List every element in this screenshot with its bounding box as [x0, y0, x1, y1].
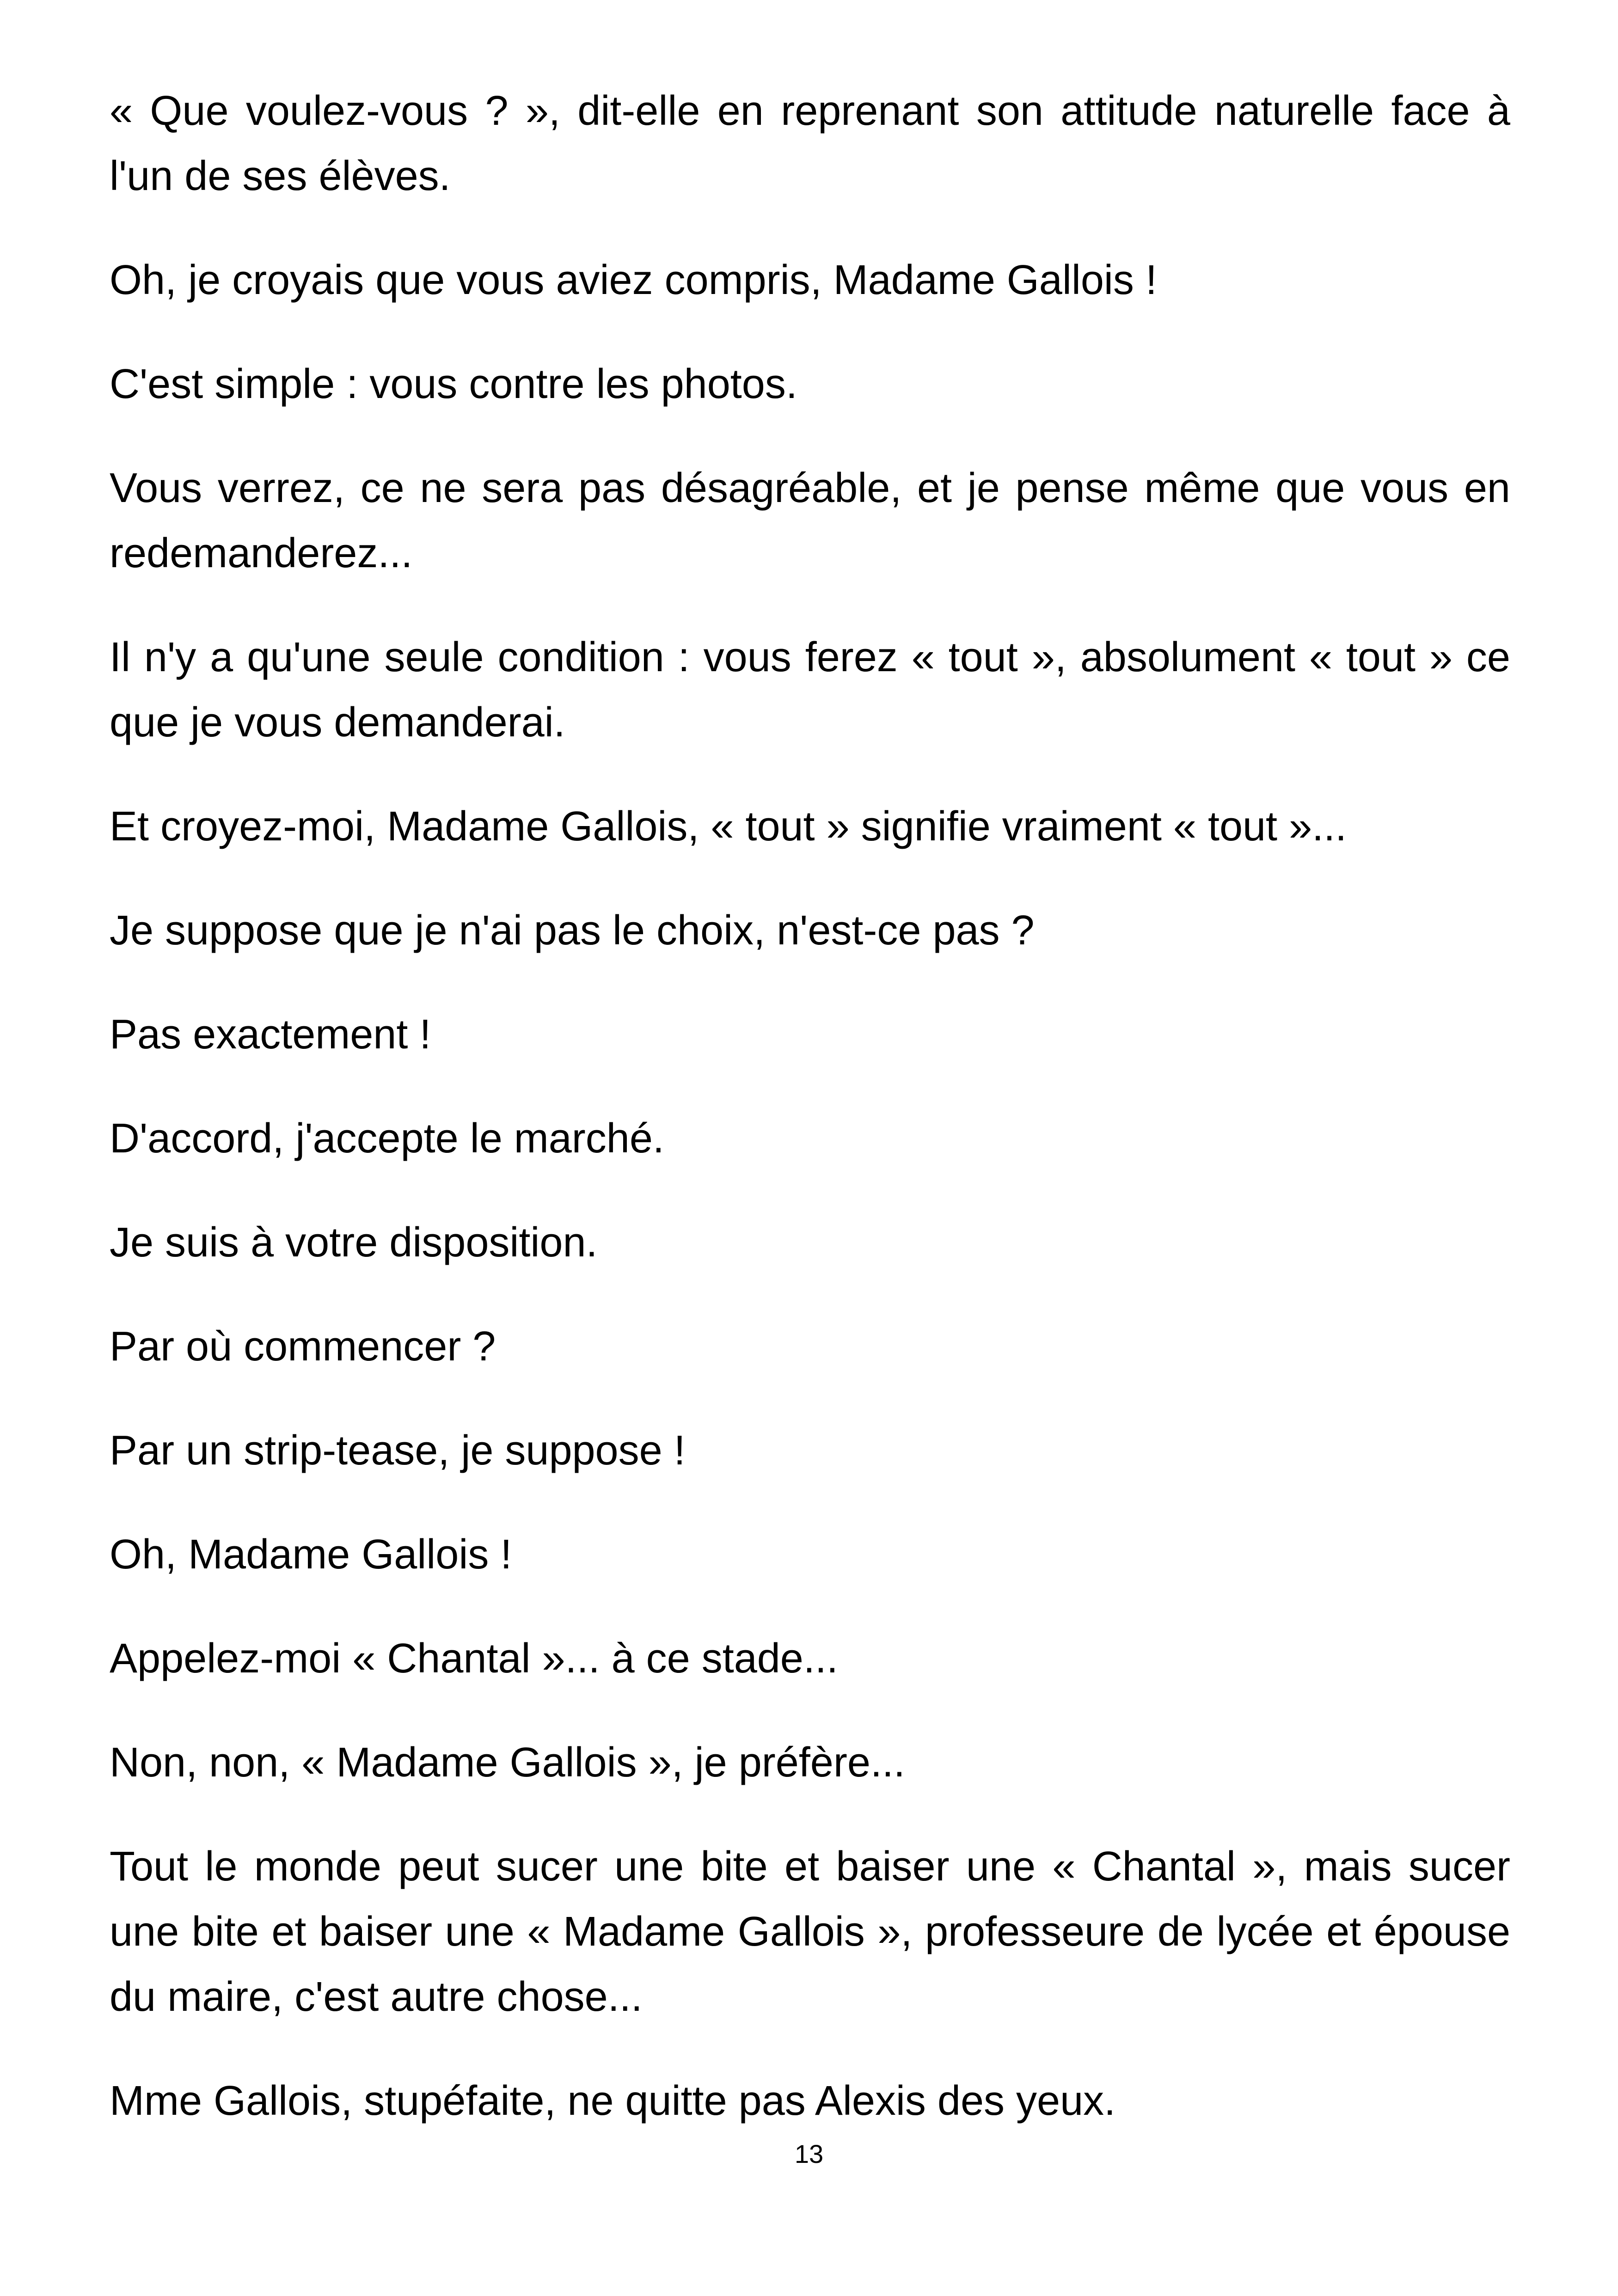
paragraph-10: Je suis à votre disposition.	[110, 1219, 598, 1266]
paragraph-4: Vous verrez, ce ne sera pas désagréable, et je pense même que vous en redemanderez...	[110, 465, 1510, 576]
paragraph-6: Et croyez-moi, Madame Gallois, « tout » signifie vraiment « tout »...	[110, 803, 1347, 850]
paragraph-5: Il n'y a qu'une seule condition : vous ferez « tout », absolument « tout » ce que je vous demanderai.	[110, 634, 1510, 746]
paragraph-3: C'est simple : vous contre les photos.	[110, 361, 797, 407]
paragraph-13: Oh, Madame Gallois !	[110, 1531, 512, 1578]
paragraph-15: Non, non, « Madame Gallois », je préfère...	[110, 1739, 905, 1786]
page-number: 13	[794, 2139, 824, 2168]
paragraph-1: « Que voulez-vous ? », dit-elle en reprenant son attitude naturelle face à l'un de ses élèves.	[110, 88, 1510, 199]
paragraph-17: Mme Gallois, stupéfaite, ne quitte pas Alexis des yeux.	[110, 2078, 1116, 2124]
paragraph-2: Oh, je croyais que vous aviez compris, Madame Gallois !	[110, 257, 1157, 303]
paragraph-12: Par un strip-tease, je suppose !	[110, 1427, 686, 1474]
paragraph-9: D'accord, j'accepte le marché.	[110, 1115, 664, 1162]
paragraph-14: Appelez-moi « Chantal »... à ce stade...	[110, 1635, 838, 1682]
paragraph-8: Pas exactement !	[110, 1011, 431, 1058]
body-text	[110, 79, 1510, 2134]
paragraph-16: Tout le monde peut sucer une bite et baiser une « Chantal », mais sucer une bite et baiser une « Madame Gallois », professeure de lycée et épouse du maire, c'est autre chose...	[110, 1843, 1510, 2020]
paragraph-11: Par où commencer ?	[110, 1323, 496, 1370]
paragraph-7: Je suppose que je n'ai pas le choix, n'est-ce pas ?	[110, 907, 1035, 954]
